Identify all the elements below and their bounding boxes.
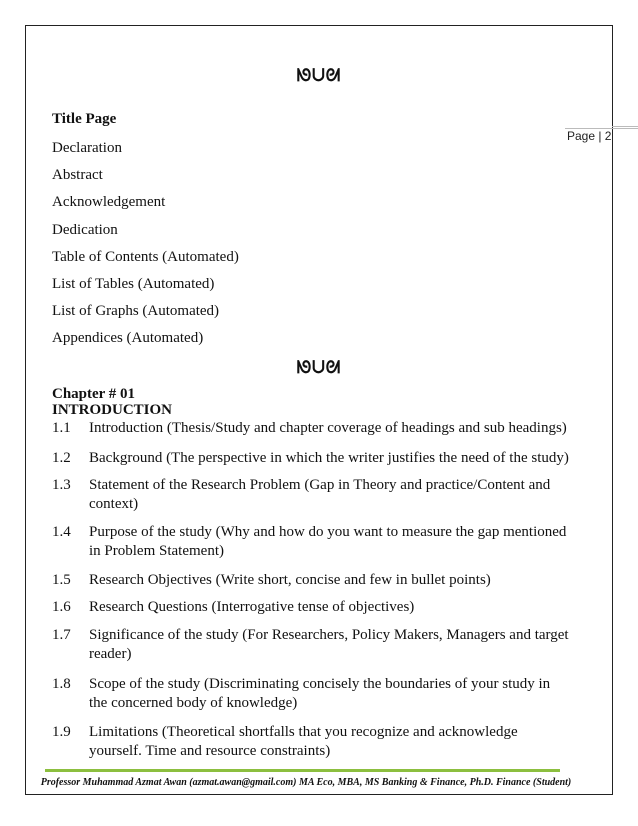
- section-number: 1.1: [52, 420, 71, 436]
- chapter-section-list: [52, 419, 572, 763]
- section-ornament-top: ᘚᑌᘛ: [296, 66, 342, 85]
- chapter-number: Chapter # 01: [52, 386, 136, 402]
- front-matter-item: Acknowledgement: [52, 194, 166, 211]
- front-matter-item: List of Graphs (Automated): [52, 303, 220, 320]
- front-matter-item: Abstract: [52, 167, 103, 184]
- section-text: Purpose of the study (Why and how do you want to measure the gap mentioned in Problem Statement): [89, 524, 567, 559]
- section-item: [52, 626, 572, 675]
- section-number: 1.6: [52, 599, 71, 615]
- footer-rule: [45, 769, 560, 772]
- front-matter-item: Dedication: [52, 221, 118, 238]
- page-number-rule: [612, 126, 638, 127]
- section-number: 1.5: [52, 572, 71, 588]
- section-item: [52, 523, 572, 571]
- footer-credit: Professor Muhammad Azmat Awan (azmat.awan@gmail.com) MA Eco, MBA, MS Banking & Finance, Ph.D. Finance (Student): [40, 777, 572, 788]
- section-text: Significance of the study (For Researchers, Policy Makers, Managers and target reader): [89, 627, 569, 662]
- section-number: 1.8: [52, 676, 71, 692]
- section-item: [52, 571, 572, 598]
- section-item: [52, 449, 572, 476]
- section-number: 1.9: [52, 724, 71, 740]
- section-text: Limitations (Theoretical shortfalls that you recognize and acknowledge yourself. Time and resource constraints): [89, 724, 518, 759]
- section-item: [52, 419, 572, 449]
- section-item: [52, 598, 572, 626]
- front-matter-item: Appendices (Automated): [52, 330, 204, 347]
- section-item: [52, 675, 572, 723]
- section-text: Introduction (Thesis/Study and chapter coverage of headings and sub headings): [89, 420, 567, 436]
- chapter-title: INTRODUCTION: [52, 402, 173, 418]
- section-item: [52, 723, 572, 763]
- section-item: [52, 476, 572, 523]
- section-number: 1.2: [52, 450, 71, 466]
- section-number: 1.4: [52, 524, 71, 540]
- page-number: Page | 2: [565, 128, 638, 148]
- section-text: Research Objectives (Write short, concise and few in bullet points): [89, 572, 491, 588]
- section-text: Research Questions (Interrogative tense of objectives): [89, 599, 415, 615]
- front-matter-item: Table of Contents (Automated): [52, 248, 239, 265]
- section-text: Scope of the study (Discriminating concisely the boundaries of your study in the concerned body of knowledge): [89, 676, 551, 711]
- front-matter-item: Declaration: [52, 140, 122, 156]
- section-text: Background (The perspective in which the writer justifies the need of the study): [89, 450, 569, 466]
- section-number: 1.3: [52, 477, 71, 493]
- section-text: Statement of the Research Problem (Gap in Theory and practice/Content and context): [89, 477, 551, 512]
- section-number: 1.7: [52, 627, 71, 643]
- section-ornament-middle: ᘚᑌᘛ: [296, 358, 342, 377]
- front-matter-title: Title Page: [52, 111, 117, 127]
- front-matter-list: [52, 139, 239, 357]
- front-matter-item: List of Tables (Automated): [52, 275, 215, 292]
